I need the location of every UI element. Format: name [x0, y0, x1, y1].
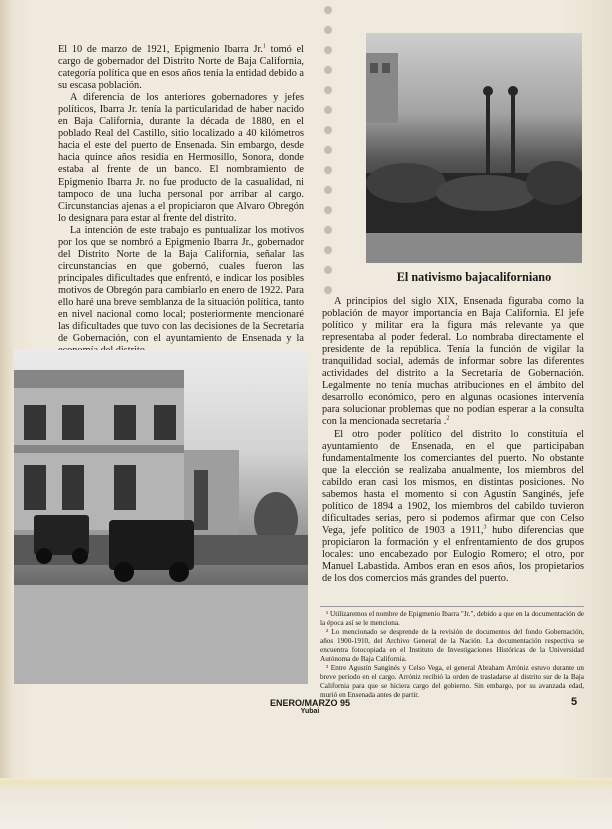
page-number: 5	[571, 696, 578, 708]
paragraph: A diferencia de los anteriores gobernadores y jefes políticos, Ibarra Jr. tenía la particularidad de haber nacido en Baja California, durante la década de 1880, en el poblado Real del Castillo, sitio localizado a 40 kilómetros hacia el este del puerto de Ensenada. Sin embargo, desde hacia quince años residía en Hermosillo, Sonora, donde estaba al frente de un banco. El nombramiento de Epigmenio Ibarra Jr. no fue producto de la casualidad, ni tampoco de una lucha personal por arribar al cargo. Circunstancias ajenas a el propiciaron que Alvaro Obregón lo designara para estar al frente del distrito.	[58, 92, 304, 224]
footnote: ¹ Utilizaremos el nombre de Epigmenio Ibarra "Jr.", debido a que en la documentación de la época así se le menciona.	[320, 610, 584, 627]
footer-brand: Yubai	[300, 708, 320, 715]
footnote: ³ Entre Agustín Sanginés y Celso Vega, el general Abraham Arróniz estuvo durante un breve periodo en el cargo. Arróniz recibió la orden de trasladarse al distrito sur de la Baja California para que se hiciera cargo del gobierno. Sin embargo, por su avanzada edad, murió en Ensenada antes de partir.	[320, 664, 584, 699]
footnote: ² Lo mencionado se desprende de la revisión de documentos del fondo Gobernación, años 1900-1910, del Archivo General de la Nación. La documentación respectiva se encuentra fotocopiada en el Instituto de Investigaciones Históricas de la Universidad Autónoma de Baja California.	[320, 628, 584, 663]
paragraph: A principios del siglo XIX, Ensenada figuraba como la población de mayor importancia en Baja California. El jefe político y militar era la figura más relevante ya que representaba al poder federal. Lo nombraba directamente el presidente de la república. Tenía la función de vigilar la tranquilidad social, además de informar sobre las diferentes actividades del distrito a la Secretaría de Gobernación. Legalmente no tenía muchas atribuciones en el ámbito del desarrollo económico, pero en algunas ocasiones intervenía para solucionar problemas que no podían esperar a la consulta con la mencionada secretaría .$^2$	[322, 296, 584, 428]
crowd-photo-image	[366, 33, 582, 263]
section-heading: El nativismo bajacaliforniano	[396, 270, 552, 284]
footer-issue-date: ENERO/MARZO 95	[270, 698, 351, 708]
paragraph: El 10 de marzo de 1921, Epigmenio Ibarra Jr.$^1$ tomó el cargo de gobernador del Distrito Norte de Baja California, categoría política que en esos años tenía la entidad debido a su escasa población.	[58, 43, 305, 92]
page-bottom-margin	[0, 778, 612, 829]
right-column-text	[322, 296, 584, 585]
paragraph: La intención de este trabajo es puntualizar los motivos por los que se nombró a Epigmenio Ibarra Jr., gobernador del Distrito Norte de la Baja California, señalar las circunstancias en que gobernó, cuales fueron las principales dificultades que enfrentó, e indicar los posibles motivos de Obregón para cambiarlo en enero de 1922. Para ello haré una breve semblanza de la situación política, tanto en nivel nacional como local; posteriormente mencionaré las dificultades que tuvo con las decisiones de la Secretaría de Gobernación, con el ayuntamiento de Ensenada y la	[58, 224, 304, 345]
paragraph: El otro poder político del distrito lo constituía el ayuntamiento de Ensenada, en el que participaban fundamentalmente los comerciantes del puerto. No obstante que la elección se realizaba anualmente, los miembros del cabildo eran casi los mismos, en distintas posiciones. No sabemos hasta el momento si con Agustín Sanginés, jefe político de 1894 a 1902, los miembros del cabildo tuvieron dificultades serias, pero si podemos afirmar que con Celso Vega, jefe político de 1903 a 1911,$^3$ hubo diferencias que propiciaron la formación y el enfrentamiento de dos grupos locales: uno encabezado por Eulogio Romero; el otro, por Manuel Labastida. Ambos eran en esos años, los propietarios de los dos comercios más grandes del puerto.	[322, 428, 584, 585]
building-photo-image	[14, 350, 308, 684]
footnotes	[320, 606, 584, 700]
building-photo	[14, 350, 308, 684]
crowd-photo	[366, 33, 582, 263]
left-column-text	[58, 44, 304, 357]
gutter-decoration	[321, 6, 335, 306]
